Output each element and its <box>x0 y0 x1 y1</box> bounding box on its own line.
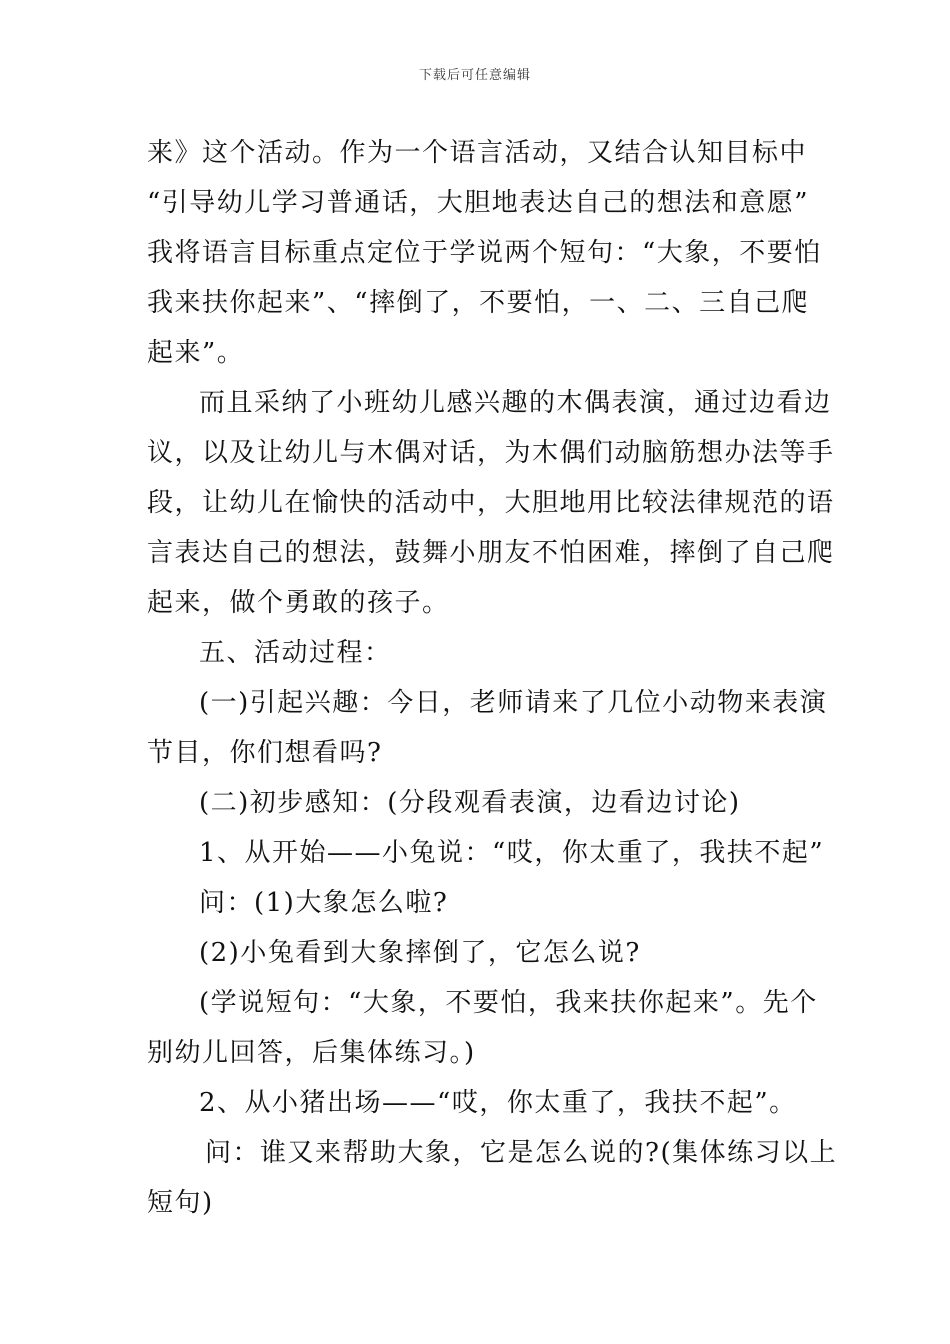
question-line: 问：谁又来帮助大象，它是怎么说的?(集体练习以上 <box>205 1138 838 1168</box>
page-header-note: 下载后可任意编辑 <box>418 68 531 83</box>
document-body <box>147 128 838 1228</box>
text-line: 言表达自己的想法，鼓舞小朋友不怕困难，摔倒了自己爬 <box>147 538 835 568</box>
section-heading: 五、活动过程： <box>199 638 392 668</box>
text-line: 段，让幼儿在愉快的活动中，大胆地用比较法律规范的语 <box>147 488 835 518</box>
subsection-heading: (二)初步感知：(分段观看表演，边看边讨论) <box>199 788 741 818</box>
question-line: 问：(1)大象怎么啦? <box>199 888 449 918</box>
note-line: (学说短句：“大象，不要怕，我来扶你起来”。先个 <box>199 988 818 1018</box>
text-line: “引导幼儿学习普通话，大胆地表达自己的想法和意愿” <box>147 188 810 218</box>
text-line: 短句) <box>147 1188 214 1218</box>
text-line: 起来，做个勇敢的孩子。 <box>147 588 450 618</box>
paragraph-start: 而且采纳了小班幼儿感兴趣的木偶表演，通过边看边 <box>199 388 832 418</box>
question-line: (2)小兔看到大象摔倒了，它怎么说? <box>199 938 641 968</box>
text-line: 我来扶你起来”、“摔倒了，不要怕，一、二、三自己爬 <box>147 288 810 318</box>
subsection-heading: (一)引起兴趣：今日，老师请来了几位小动物来表演 <box>199 688 828 718</box>
text-line: 来》这个活动。作为一个语言活动，又结合认知目标中 <box>147 138 808 168</box>
text-line: 别幼儿回答，后集体练习。) <box>147 1038 476 1068</box>
text-line: 我将语言目标重点定位于学说两个短句：“大象，不要怕 <box>147 238 822 268</box>
text-line: 议，以及让幼儿与木偶对话，为木偶们动脑筋想办法等手 <box>147 438 835 468</box>
list-item: 1、从开始——小兔说：“哎，你太重了，我扶不起” <box>199 838 825 868</box>
list-item: 2、从小猪出场——“哎，你太重了，我扶不起”。 <box>199 1088 797 1118</box>
text-line: 起来”。 <box>147 338 245 368</box>
text-line: 节目，你们想看吗? <box>147 738 383 768</box>
